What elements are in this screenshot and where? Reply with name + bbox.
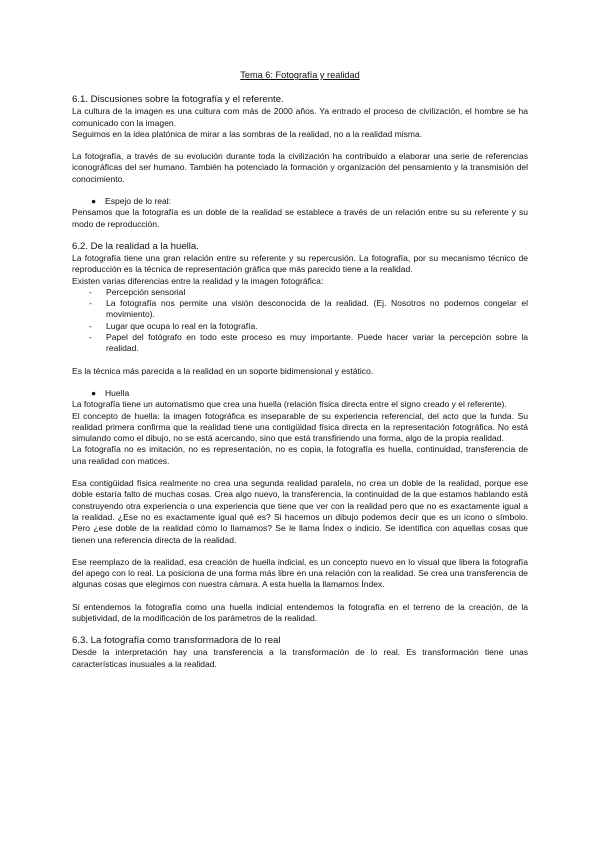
bullet-icon: ● [91, 196, 97, 207]
paragraph: La fotografía tiene una gran relación entre su referente y su repercusión. La fotografía, por su mecanismo técnico de reproducción es la técnica de representación gráfica que más parecido tiene a la realidad. [72, 252, 528, 275]
bullet-item [91, 388, 528, 399]
dash-icon: - [89, 286, 92, 297]
paragraph: La fotografía tiene un automatismo que crea una huella (relación física directa entre el signo creado y el referente). [72, 399, 507, 410]
paragraph: Pensamos que la fotografía es un doble de la realidad se establece a través de un relación entre su su referente y su modo de reproducción. [72, 207, 528, 229]
paragraph: Si entendemos la fotografía como una huella indicial entendemos la fotografía en el terreno de la creación, de la subjetividad, de la modificación de los parámetros de la realidad. [72, 601, 528, 623]
bullet-item [91, 196, 528, 207]
bullet-icon: ● [91, 387, 97, 398]
list-item: - Percepción sensorial [89, 286, 186, 297]
section-heading-6-3: 6.3. La fotografía como transformadora de lo real [72, 635, 281, 647]
paragraph: La fotografía, a través de su evolución durante toda la civilización ha contribuido a elaborar una serie de referencias iconográficas del ser humano. También ha potenciado la formación y organización del pensamiento y la transmisión del conocimiento. [72, 151, 528, 184]
dash-icon: - [89, 298, 92, 309]
paragraph: Esa contigüidad física realmente no crea una segunda realidad paralela, no crea un doble de la realidad, porque ese doble estaría falto de muchas cosas. Crea algo nuevo, la transferencia, la continuidad de la que estamos hablando está construyendo otra experiencia o una experiencia que tiene que ver con la realidad pero que no es exactamente igual a la realidad. ¿Ese no es exactamente igual qué es? Si hacemos un dibujo podemos decir que es un icono o símbolo. Pero ¿ese doble de la realidad cómo lo llamamos? Se le llama Índex o indicio. Se identifica con aquellas cosas que tienen una referencia directa de la realidad. [72, 478, 528, 545]
paragraph: La cultura de la imagen es una cultura com más de 2000 años. Ya entrado el proceso de civilización, el hombre se ha comunicado con la imagen. [72, 106, 528, 128]
paragraph: Seguimos en la idea platónica de mirar a las sombras de la realidad, no a la realidad misma. [72, 128, 423, 139]
paragraph: Desde la interpretación hay una transferencia a la transformación de lo real. Es transformación tiene unas características inusuales a la realidad. [72, 647, 528, 669]
paragraph: Es la técnica más parecida a la realidad en un soporte bidimensional y estático. [72, 365, 374, 376]
dash-icon: - [89, 332, 92, 343]
dash-icon: - [89, 320, 92, 331]
difference-list [72, 287, 528, 355]
list-item: - Papel del fotógrafo en todo este proceso es muy importante. Puede hacer variar la percepción sobre la realidad. [89, 332, 528, 354]
section-heading-6-1: 6.1. Discusiones sobre la fotografía y el referente. [72, 94, 284, 106]
paragraph: El concepto de huella: la imagen fotográfica es inseparable de su experiencia referencial, del acto que la funda. Su realidad primera confirma que la realidad tiene una contigüidad física directa en la representación fotográfica. No está simulando como el dibujo, no se está acercando, sino que está transfiriendo una forma, algo de la propia realidad. [72, 410, 528, 444]
list-item: - La fotografía nos permite una visión desconocida de la realidad. (Ej. Nosotros no podemos congelar el movimiento). [89, 298, 528, 320]
paragraph: Existen varias diferencias entre la realidad y la imagen fotográfica: [72, 275, 324, 286]
paragraph: Ese reemplazo de la realidad, esa creación de huella indicial, es un concepto nuevo en lo visual que libera la fotografía del apego con lo real. La posiciona de una forma más libre en una relación con la realidad. Se crea una transferencia de algunas cosas que elegimos con nuestra cámara. A esta huella la llamamos Índex. [72, 556, 528, 590]
bullet-text: Huella [105, 387, 130, 398]
list-item: - Lugar que ocupa lo real en la fotografía. [89, 320, 258, 331]
document-title: Tema 6: Fotografía y realidad [240, 70, 360, 80]
section-heading-6-2: 6.2. De la realidad a la huella. [72, 240, 199, 252]
bullet-text: Espejo de lo real: [105, 196, 172, 207]
paragraph: La fotografía no es imitación, no es representación, no es copia, la fotografía es huella, continuidad, transferencia de una realidad con matices. [72, 444, 528, 466]
